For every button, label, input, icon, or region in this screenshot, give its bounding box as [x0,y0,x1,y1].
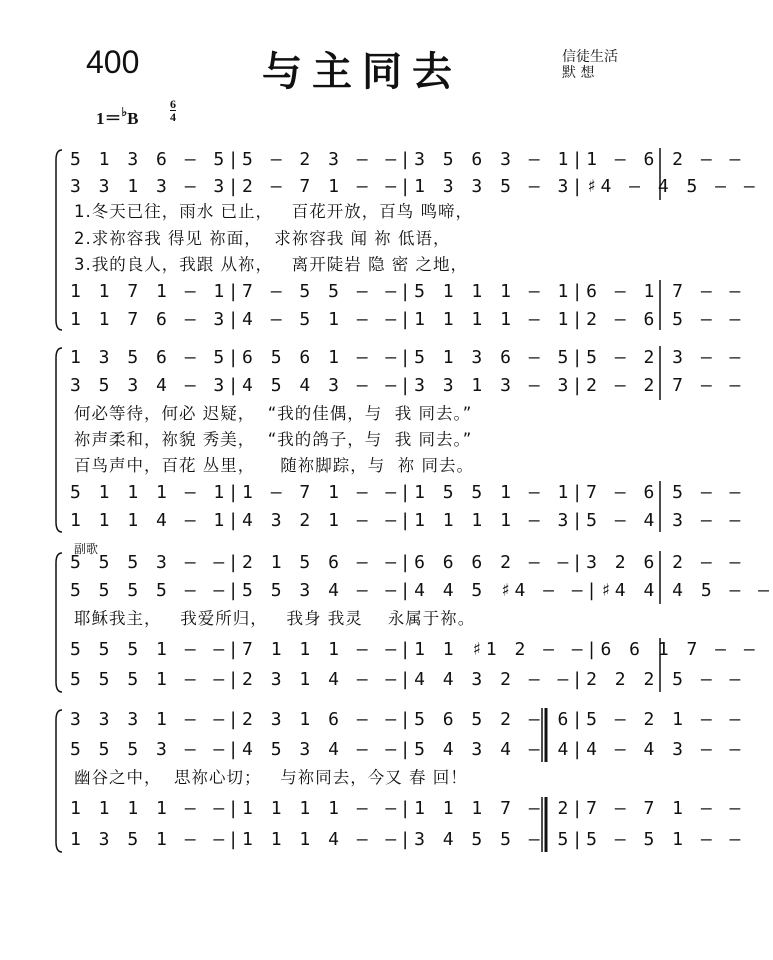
system-3-bass: 5 5 5 1 – –|2 3 1 4 – –|4 4 3 2 – –|2 2 2 5 – – [70,669,744,690]
system-2-lyric-verse-1: 何必等待，何必 迟疑， “我的佳偶，与 我 同去。” [74,404,473,423]
system-2-lyric-verse-3: 百鸟声中，百花 丛里， 随祢脚踪，与 祢 同去。 [74,456,474,475]
system-4-tenor: 1 1 1 1 – –|1 1 1 1 – –|1 1 1 7 – 2|7 – 7 1 – – [70,798,744,819]
system-1-alto: 3 3 1 3 – 3|2 – 7 1 – –|1 3 3 5 – 3|♯4 – 4 5 – – [70,176,759,197]
system-4-alto: 5 5 5 3 – –|4 5 3 4 – –|5 4 3 4 – 4|4 – 4 3 – – [70,739,744,760]
credit-tune: 默 想 [562,65,595,81]
system-1-lyric-verse-2: 2.求祢容我 得见 祢面， 求祢容我 闻 祢 低语， [74,229,451,248]
system-3-bracket [56,553,62,692]
system-1-soprano: 5 1 3 6 – 5|5 – 2 3 – –|3 5 6 3 – 1|1 – 6 2 – – [70,149,744,170]
system-3-tenor: 5 5 5 1 – –|7 1 1 1 – –|1 1 ♯1 2 – –|6 6 1 7 – – [70,639,759,660]
system-1-tenor: 1 1 7 1 – 1|7 – 5 5 – –|5 1 1 1 – 1|6 – 1 7 – – [70,281,744,302]
system-1-bracket [56,150,62,330]
time-signature-top: 6 [170,97,176,111]
system-1-lyric-verse-1: 1.冬天已往，雨水 已止， 百花开放，百鸟 鸣啼， [74,202,473,221]
system-2-bracket [56,348,62,532]
key-letter: B [127,109,139,128]
refrain-label: 副歌 [74,542,99,556]
system-4-bass: 1 3 5 1 – –|1 1 1 4 – –|3 4 5 5 – 5|5 – 5 1 – – [70,829,744,850]
system-3-soprano: 5 5 5 3 – –|2 1 5 6 – –|6 6 6 2 – –|3 2 6 2 – – [70,552,744,573]
system-1-bass: 1 1 7 6 – 3|4 – 5 1 – –|1 1 1 1 – 1|2 – 6 5 – – [70,309,744,330]
system-2-alto: 3 5 3 4 – 3|4 5 4 3 – –|3 3 1 3 – 3|2 – 2 7 – – [70,375,744,396]
system-4-soprano: 3 3 3 1 – –|2 3 1 6 – –|5 6 5 2 – 6|5 – 2 1 – – [70,709,744,730]
system-2-soprano: 1 3 5 6 – 5|6 5 6 1 – –|5 1 3 6 – 5|5 – 2 3 – – [70,347,744,368]
time-signature-bottom: 4 [170,110,176,124]
system-2-tenor: 5 1 1 1 – 1|1 – 7 1 – –|1 5 5 1 – 1|7 – 6 5 – – [70,482,744,503]
system-2-lyric-verse-2: 祢声柔和，祢貌 秀美， “我的鸽子，与 我 同去。” [74,430,473,449]
system-4-bracket [56,710,62,852]
system-3-alto: 5 5 5 5 – –|5 5 3 4 – –|4 4 5 ♯4 – –|♯4 4 4 5 – – [70,580,773,601]
system-3-lyric: 耶稣我主， 我爱所归， 我身 我灵 永属于祢。 [74,609,476,628]
hymn-title: 与主同去 [262,49,462,95]
system-1-lyric-verse-3: 3.我的良人，我跟 从祢， 离开陡岩 隐 密 之地， [74,255,468,274]
hymn-number: 400 [86,44,140,80]
key-prefix: 1＝ [96,109,122,128]
system-2-bass: 1 1 1 4 – 1|4 3 2 1 – –|1 1 1 1 – 3|5 – 4 3 – – [70,510,744,531]
system-4-lyric: 幽谷之中， 思祢心切； 与祢同去，今又 春 回！ [74,768,468,787]
credit-source: 信徒生活 [562,49,618,65]
flat-sign: ♭ [121,105,128,119]
